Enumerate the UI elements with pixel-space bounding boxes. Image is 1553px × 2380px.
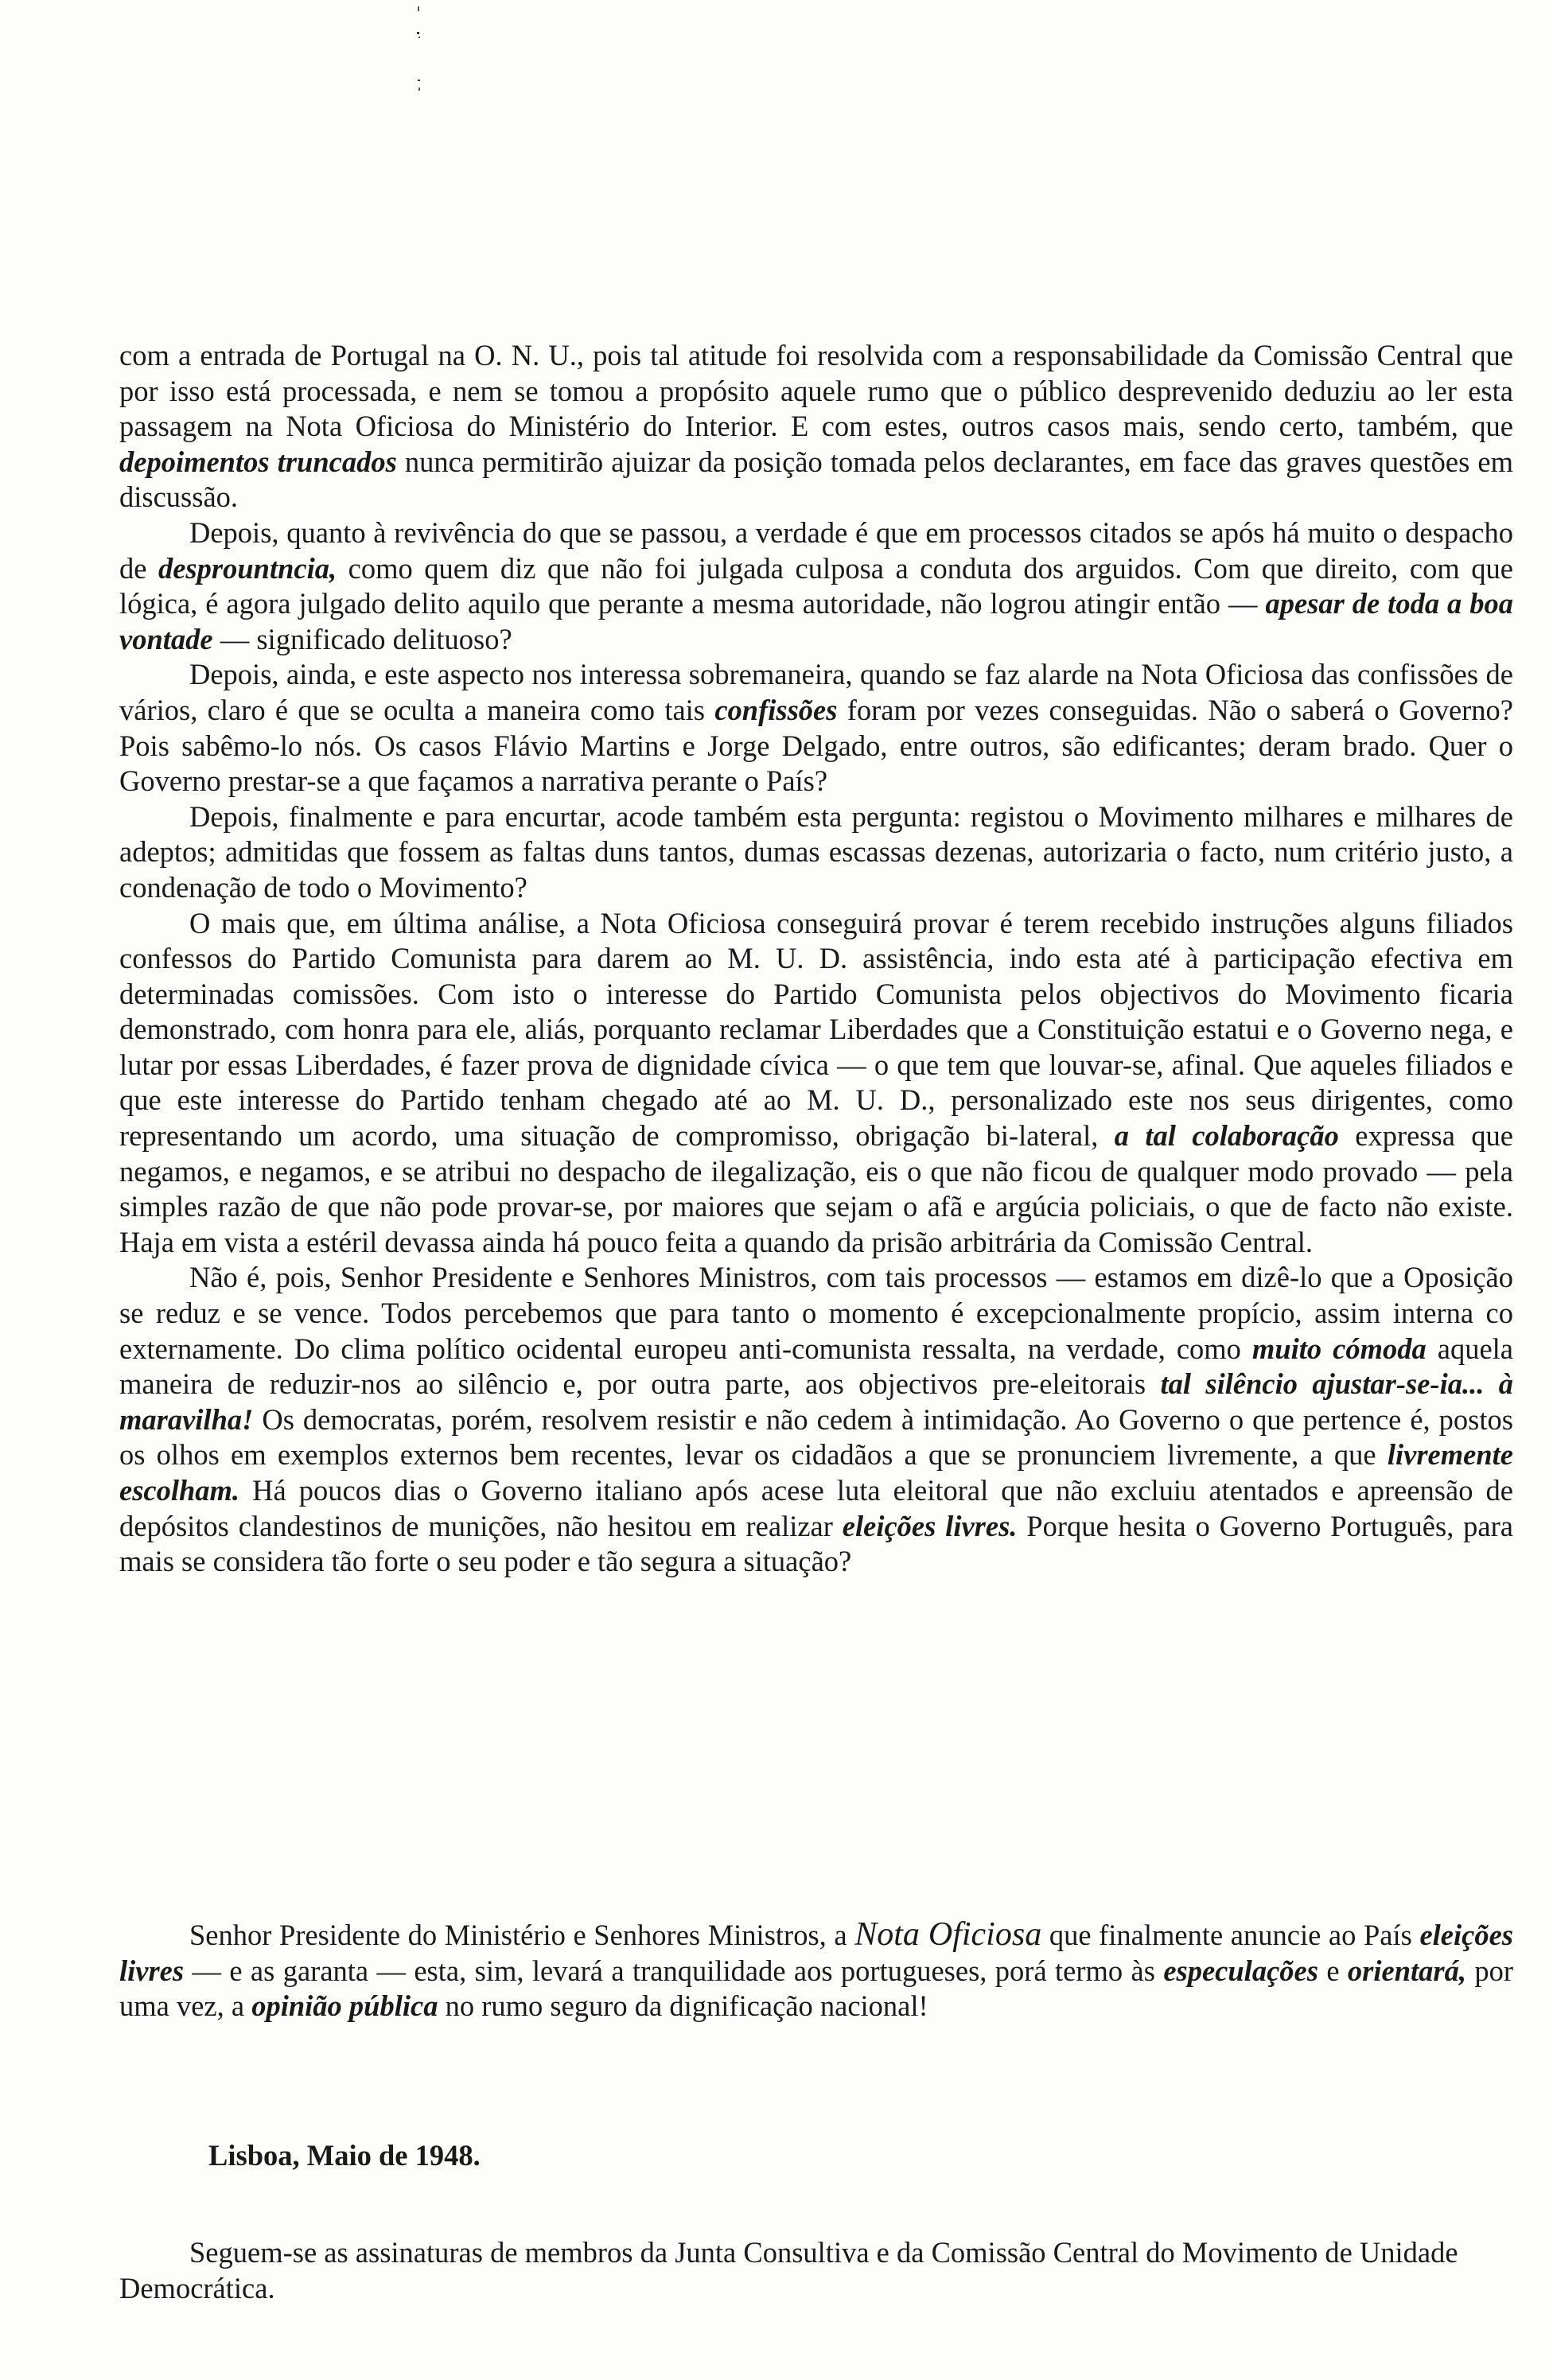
text-segment: expressa que negamos, e negamos, e se atribui no despacho de ilegalização, eis o que não ficou de qualquer modo provado — pela simples razão de que não pode provar-se, por maiores que sejam o afã e argúcia policiais, o que de facto não existe. Haja em vista a estéril devassa ainda há pouco feita a quando da prisão arbitrária da Comissão Central.	[119, 1119, 1513, 1258]
text-segment: Não é, pois, Senhor Presidente e Senhores Ministros, com tais processos — estamos em dizê-lo que a Oposição se reduz e se vence. Todos percebemos que para tanto o momento é excepcionalmente propício, assim interna co externamente. Do clima político ocidental europeu anti-comunista ressalta, na verdade, como	[119, 1261, 1513, 1365]
text-segment: Os democratas, porém, resolvem resistir e não cedem à intimidação. Ao Governo o que pertence é, postos os olhos em exemplos externos bem recentes, levar os cidadãos a que se pronunciem livremente, a que	[119, 1402, 1513, 1472]
emphasized-text: confissões	[714, 693, 838, 726]
signatures-text: Seguem-se as assinaturas de membros da Junta Consultiva e da Comissão Central do Movimento de Unidade Democrática.	[119, 2236, 1458, 2304]
emphasized-text: eleições livres.	[842, 1509, 1018, 1542]
emphasized-text: desprountncia,	[158, 551, 337, 585]
text-segment: por uma vez, a	[119, 1954, 1514, 2023]
emphasized-text: a tal colaboração	[1114, 1119, 1339, 1153]
text-segment: Depois, ainda, e este aspecto nos interessa sobremaneira, quando se faz alarde na Nota Oficiosa das confissões de vários, claro é que se oculta a maneira como tais	[119, 658, 1513, 726]
body-paragraph	[119, 1260, 1513, 1579]
body-paragraph	[119, 906, 1513, 1261]
text-segment: Há poucos dias o Governo italiano após acese luta eleitoral que não excluiu atentados e apreensão de depósitos clandestinos de munições, não hesitou em realizar	[119, 1474, 1513, 1542]
emphasized-text: livremente escolham.	[119, 1438, 1513, 1507]
text-segment: que finalmente anuncie ao País	[1041, 1919, 1420, 1951]
text-segment: Depois, quanto à revivência do que se passou, a verdade é que em processos citados se após há muito o despacho de	[119, 515, 1513, 585]
body-paragraph	[119, 799, 1513, 906]
text-segment: — significado delituoso?	[212, 622, 512, 655]
text-segment: Depois, finalmente e para encurtar, acode também esta pergunta: registou o Movimento milhares e milhares de adeptos; admitidas que fossem as faltas duns tantos, dumas escassas dezenas, autorizaria o facto, num critério justo, a condenação de todo o Movimento?	[119, 799, 1513, 904]
text-segment: nunca permitirão ajuizar da posição tomada pelos declarantes, em face das graves questões em discussão.	[119, 445, 1513, 514]
emphasized-text: muito cómoda	[1251, 1332, 1427, 1365]
emphasized-text: eleições livres	[119, 1919, 1513, 1987]
text-segment: com a entrada de Portugal na O. N. U., pois tal atitude foi resolvida com a responsabilidade da Comissão Central que por isso está processada, e nem se tomou a propósito aquele rumo que o público desprevenido deduziu ao ler esta passagem na Nota Oficiosa do Ministério do Interior. E com estes, outros casos mais, sendo certo, também, que	[119, 339, 1513, 443]
closing-paragraph	[119, 1917, 1513, 2024]
text-segment: no rumo seguro da dignificação nacional!	[438, 1989, 928, 2023]
text-segment: foram por vezes conseguidas. Não o saberá o Governo? Pois sabêmo-lo nós. Os casos Flávio Martins e Jorge Delgado, entre outros, são edificantes; deram brado. Quer o Governo prestar-se a que façamos a narrativa perante o País?	[119, 693, 1513, 798]
text-segment: — e as garanta — esta, sim, levará a tranquilidade aos portugueses, porá termo às	[184, 1954, 1164, 1987]
signatures-note	[119, 2235, 1513, 2306]
emphasized-text: tal silêncio ajustar-se-ia... à maravilha!	[119, 1367, 1513, 1436]
emphasized-text: apesar de toda a boa vontade	[119, 587, 1513, 655]
emphasized-text: orientará,	[1347, 1954, 1466, 1987]
emphasized-text: depoimentos truncados	[119, 445, 397, 478]
closing-text	[119, 1917, 1513, 2024]
body-text	[119, 338, 1513, 1580]
text-segment: Porque hesita o Governo Português, para mais se considera tão forte o seu poder e tão segura a situação?	[119, 1509, 1513, 1578]
nota-oficiosa-title: Nota Oficiosa	[854, 1916, 1042, 1953]
text-segment: como quem diz que não foi julgada culposa a conduta dos arguidos. Com que direito, com que lógica, é agora julgado delito aquilo que perante a mesma autoridade, não logrou atingir então —	[119, 551, 1513, 620]
text-segment: O mais que, em última análise, a Nota Oficiosa conseguirá provar é terem recebido instruções alguns filiados confessos do Partido Comunista para darem ao M. U. D. assistência, indo esta até à participação efectiva em determinadas comissões. Com isto o interesse do Partido Comunista pelos objectivos do Movimento ficaria demonstrado, com honra para ele, aliás, porquanto reclamar Liberdades que a Constituição estatui e o Governo nega, e lutar por essas Liberdades, é fazer prova de dignidade cívica — o que tem que louvar-se, afinal. Que aqueles filiados e que este interesse do Partido tenham chegado até ao M. U. D., personalizado este nos seus dirigentes, como representando um acordo, uma situação de compromisso, obrigação bi-lateral,	[119, 906, 1513, 1153]
body-paragraph	[119, 515, 1513, 657]
text-segment: e	[1318, 1954, 1348, 1987]
body-paragraph	[119, 338, 1513, 515]
text-segment: aquela maneira de reduzir-nos ao silêncio e, por outra parte, aos objectivos pre-eleitorais	[119, 1332, 1513, 1401]
emphasized-text: opinião pública	[251, 1989, 438, 2023]
emphasized-text: especulações	[1163, 1954, 1318, 1987]
text-segment: Senhor Presidente do Ministério e Senhores Ministros, a	[189, 1919, 855, 1951]
dateline: Lisboa, Maio de 1948.	[208, 2139, 481, 2172]
body-paragraph	[119, 657, 1513, 799]
scan-speck-marks	[402, 0, 434, 103]
